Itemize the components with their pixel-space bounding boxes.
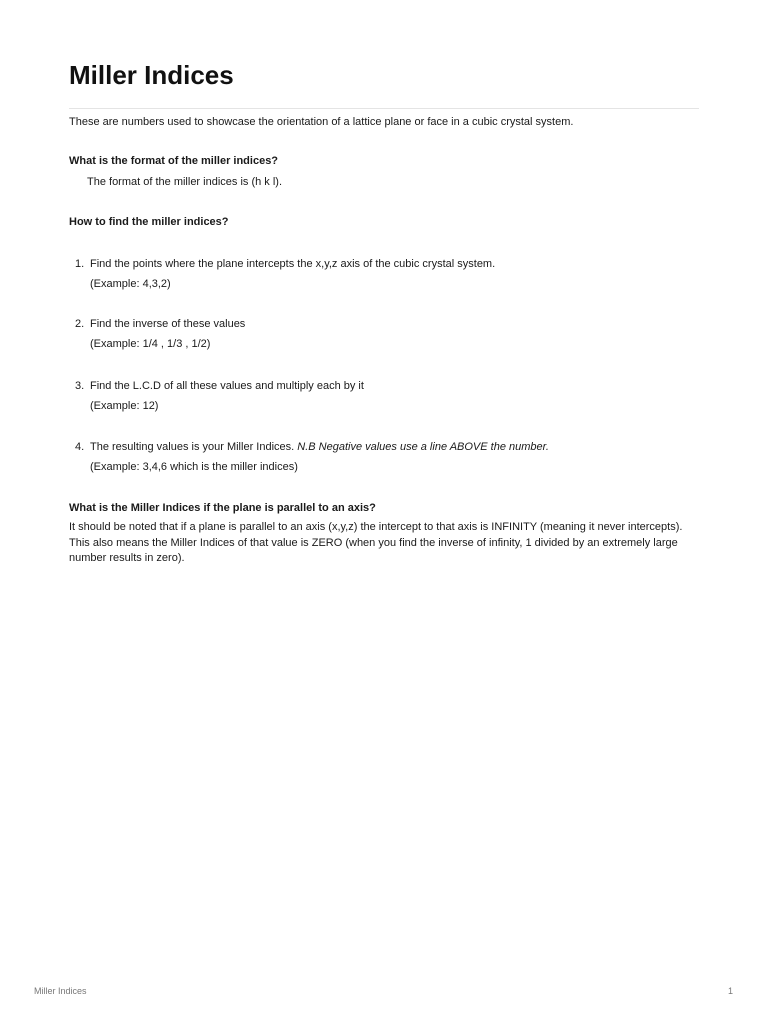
parallel-paragraph: It should be noted that if a plane is parallel to an axis (x,y,z) the intercept to that axis is INFINITY (meaning it never intercepts). This also means the Miller Indices of that value is ZERO (when you find the inverse of infinity, 1 divided by an extremely large number results in zero). (69, 521, 683, 564)
list-item-text (90, 257, 495, 272)
format-heading: What is the format of the miller indices? (69, 155, 279, 167)
list-item-number: 4. (75, 441, 85, 453)
howto-heading: How to find the miller indices? (69, 216, 229, 228)
list-item-main-text: Find the inverse of these values (90, 318, 246, 330)
list-item-text (90, 317, 245, 332)
list-item-number: 3. (75, 380, 85, 392)
list-item-text (90, 379, 364, 394)
title-divider (69, 108, 699, 109)
format-text: The format of the miller indices is (h k l). (87, 176, 283, 188)
list-item-example: (Example: 12) (90, 400, 159, 412)
footer-doc-name: Miller Indices (34, 986, 87, 996)
list-item-example: (Example: 1/4 , 1/3 , 1/2) (90, 338, 211, 350)
list-item-text (90, 440, 549, 455)
list-item-main-text: The resulting values is your Miller Indices. (90, 441, 298, 453)
page-title: Miller Indices (69, 60, 234, 90)
list-item-main-text: Find the points where the plane intercepts the x,y,z axis of the cubic crystal system. (90, 258, 496, 270)
footer-page-number: 1 (728, 986, 734, 996)
list-item-main-text: Find the L.C.D of all these values and multiply each by it (90, 380, 364, 392)
list-item-number: 2. (75, 318, 85, 330)
intro-paragraph: These are numbers used to showcase the orientation of a lattice plane or face in a cubic crystal system. (69, 116, 574, 128)
list-item-number: 1. (75, 258, 85, 270)
list-item-example: (Example: 3,4,6 which is the miller indices) (90, 461, 298, 473)
list-item-example: (Example: 4,3,2) (90, 278, 171, 290)
parallel-heading: What is the Miller Indices if the plane is parallel to an axis? (69, 502, 376, 514)
list-item-note: N.B Negative values use a line ABOVE the number. (297, 441, 549, 453)
